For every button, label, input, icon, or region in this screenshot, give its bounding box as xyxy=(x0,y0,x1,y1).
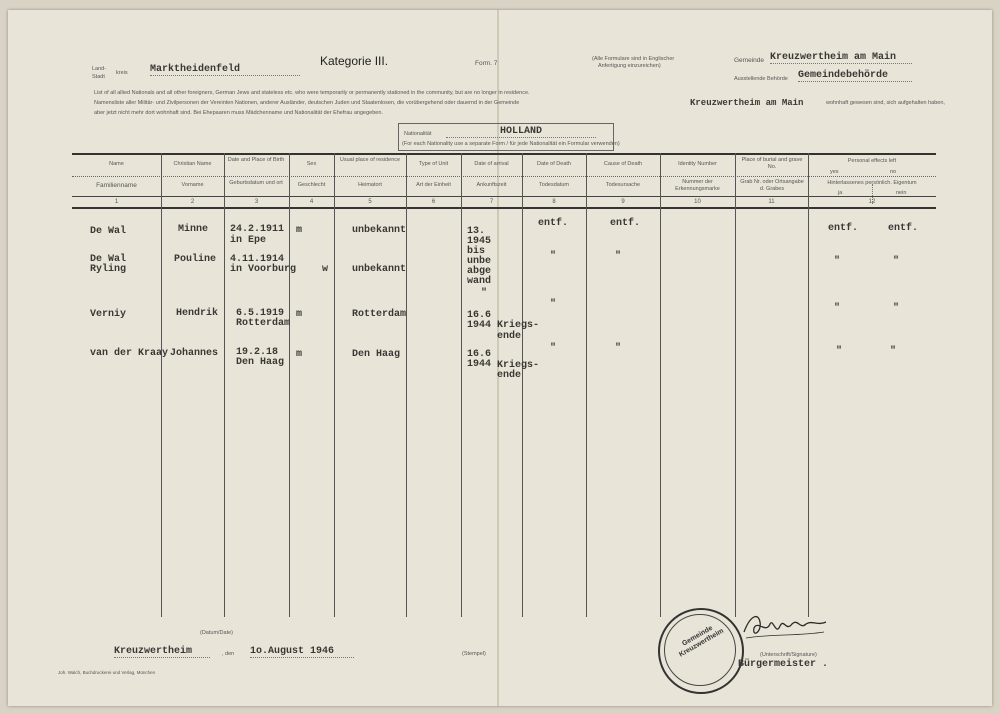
table-cell-birth-date: 19.2.18 xyxy=(236,347,279,358)
table-cell-birth-place: Den Haag xyxy=(236,357,285,368)
col-header-en-6: Type of Unit xyxy=(418,161,449,167)
col-header-de-10: Nummer der Erkennungsmarke xyxy=(675,179,720,192)
col12-yes: yes xyxy=(830,169,839,175)
table-top-border xyxy=(72,153,936,155)
col-number-10: 10 xyxy=(694,199,701,205)
col-number-7: 7 xyxy=(489,199,494,205)
col-divider-2 xyxy=(224,153,225,617)
col-number-1: 1 xyxy=(114,199,119,205)
footer-place: Kreuzwertheim xyxy=(114,646,210,658)
col-header-en-9: Cause of Death xyxy=(603,161,643,167)
table-cell-residence: Den Haag xyxy=(352,349,401,360)
col-header-en-3: Date and Place of Birth xyxy=(227,157,285,163)
datum-label: (Datum/Date) xyxy=(200,630,234,636)
table-header-bottom xyxy=(72,196,936,197)
col-number-3: 3 xyxy=(254,199,259,205)
table-cell-residence: unbekannt xyxy=(352,264,407,275)
col-divider-8 xyxy=(586,153,587,617)
col-number-4: 4 xyxy=(309,199,314,205)
table-cell-effects-no: entf. xyxy=(888,223,919,234)
table-cell-surname-2: Ryling xyxy=(90,264,127,275)
handwritten-signature xyxy=(740,610,830,645)
table-cell-firstname: Hendrik xyxy=(176,308,219,319)
gemeinde-value: Kreuzwertheim am Main xyxy=(770,52,912,64)
table-cell-arrival-3: bis xyxy=(467,246,486,257)
table-cell-arrival-2: 1944 xyxy=(467,359,492,370)
col-divider-4 xyxy=(334,153,335,617)
stadt-label: Stadt xyxy=(92,74,105,80)
table-cell-birth-place: in Epe xyxy=(230,235,267,246)
official-stamp xyxy=(658,608,744,694)
signature-label: (Unterschrift/Signature) xyxy=(760,652,817,658)
table-cell-firstname: Pouline xyxy=(174,254,217,265)
table-cell-birth-date: 4.11.1914 xyxy=(230,254,285,265)
col-header-de-12: Hinterlassenes persönlich. Eigentum xyxy=(827,180,917,186)
intro-line-2: Namensliste aller Militär- und Zivilpersonen der Vereinten Nationen, anderer Ausländer, deutschen Juden und Staatenlosen, die vorübergehend oder dauernd in der Gemeinde xyxy=(94,100,520,106)
col-number-5: 5 xyxy=(368,199,372,205)
stamp-text: Gemeinde Kreuzwertheim xyxy=(678,624,726,659)
table-cell-birth-date: 6.5.1919 xyxy=(236,308,285,319)
table-cell-arrival: 16.6 xyxy=(467,310,492,321)
col-header-en-8: Date of Death xyxy=(537,161,571,167)
table-cell-unit: Kriegs- xyxy=(497,320,540,331)
col-number-9: 9 xyxy=(621,199,625,205)
form-note-1: (Alle Formulare sind in Englischer xyxy=(592,56,675,62)
intro-line-3: aber jetzt nicht mehr dort wohnhaft sind. Bei Ehepaaren muss Mädchenname und Nationalität der Ehefrau angegeben. xyxy=(94,110,383,116)
table-cell-death: " xyxy=(550,343,557,354)
table-cell-effects-no: " xyxy=(890,346,897,357)
table-cell-cause: " xyxy=(615,343,622,354)
col-header-de-9: Todesursache xyxy=(605,182,641,188)
footer-den: , den xyxy=(222,651,235,657)
table-cell-effects-no: " xyxy=(893,256,900,267)
footer-date: 1o.August 1946 xyxy=(250,646,354,658)
kategorie-title: Kategorie III. xyxy=(320,54,389,68)
col12-nein: nein xyxy=(896,190,907,196)
gemeinde-label: Gemeinde xyxy=(734,57,764,64)
table-cell-sex: m xyxy=(296,309,303,320)
table-cell-cause: entf. xyxy=(610,218,641,229)
intro-line-1: List of all allied Nationals and all other foreigners, German Jews and stateless etc. who were temporarily or permanently stationed in the community, but are no longer in residence. xyxy=(94,90,530,96)
col-number-2: 2 xyxy=(190,199,195,205)
col-header-en-2: Christian Name xyxy=(173,161,212,167)
table-cell-arrival: 16.6 xyxy=(467,349,492,360)
col12-no: no xyxy=(890,169,897,175)
behoerde-value: Gemeindebehörde xyxy=(798,70,912,82)
col-divider-7 xyxy=(522,153,523,617)
col-header-en-5: Usual place of residence xyxy=(339,157,401,163)
printer-imprint: Joh. Walch, Buchdruckerei und Verlag, München xyxy=(58,670,156,675)
nationality-value: HOLLAND xyxy=(446,126,596,138)
intro-line-2b: wohnhaft gewesen sind, sich aufgehalten haben, xyxy=(826,100,945,106)
kreis-label: kreis xyxy=(116,70,128,76)
table-cell-arrival-2: abge xyxy=(467,266,492,277)
stempel-label: (Stempel) xyxy=(462,651,486,657)
table-cell-residence: Rotterdam xyxy=(352,309,407,320)
table-cell-sex: w xyxy=(322,264,329,275)
table-cell-surname: van der Kraay xyxy=(90,348,169,359)
form-number: Form. 7 xyxy=(475,60,498,67)
col-header-en-11: Place of burial and grave No. xyxy=(741,157,803,170)
table-cell-death: " xyxy=(550,299,557,310)
table-cell-effects-no: " xyxy=(893,303,900,314)
col-header-de-7: Ankunftszeit xyxy=(476,182,507,188)
col-header-de-6: Art der Einheit xyxy=(416,182,451,188)
table-header-divider xyxy=(72,176,936,177)
nationality-label: Nationalität xyxy=(404,131,432,137)
table-cell-birth-place: in Voorburg xyxy=(230,264,297,275)
col-header-de-4: Geschlecht xyxy=(297,182,326,188)
col-number-11: 11 xyxy=(768,199,775,205)
nationality-note: (For each Nationality use a separate Form / für jede Nationalität ein Formular verwenden) xyxy=(402,141,620,147)
kreis-value: Marktheidenfeld xyxy=(150,64,300,76)
table-cell-sex: m xyxy=(296,349,303,360)
col-number-8: 8 xyxy=(552,199,556,205)
table-cell-sex: m xyxy=(296,225,303,236)
table-cell-unit: Kriegs- xyxy=(497,360,540,371)
table-cell-arrival: 13. xyxy=(467,226,486,237)
col-header-en-1: Name xyxy=(109,161,124,167)
col-header-de-1: Familienname xyxy=(96,182,137,189)
table-cell-surname: De Wal xyxy=(90,254,127,265)
col-header-en-12: Personal effects left xyxy=(847,158,897,164)
col-header-de-11: Grab Nr. oder Ortsangabe d. Grabes xyxy=(740,179,804,192)
col-header-en-4: Sex xyxy=(306,161,317,167)
col-divider-3 xyxy=(289,153,290,617)
form-note-2: Anfertigung einzureichen) xyxy=(598,63,661,69)
signature-title: Bürgermeister . xyxy=(738,659,829,670)
table-cell-effects-yes: " xyxy=(834,256,841,267)
col12-ja: ja xyxy=(838,190,843,196)
col-header-de-5: Heimatort xyxy=(358,182,382,188)
table-cell-firstname: Minne xyxy=(178,224,209,235)
col-divider-5 xyxy=(406,153,407,617)
col-header-en-10: Identity Number xyxy=(678,161,717,167)
table-cell-effects-yes: " xyxy=(836,346,843,357)
col-divider-6 xyxy=(461,153,462,617)
col-header-de-2: Vorname xyxy=(181,182,204,188)
table-cell-unit-2: ende xyxy=(497,331,522,342)
table-cell-surname: Verniy xyxy=(90,309,127,320)
table-cell-residence: unbekannt xyxy=(352,225,407,236)
table-cell-birth-date: 24.2.1911 xyxy=(230,224,285,235)
table-cell-effects-yes: entf. xyxy=(828,223,859,234)
col-divider-10 xyxy=(735,153,736,617)
table-cell-surname: De Wal xyxy=(90,226,127,237)
intro-community: Kreuzwertheim am Main xyxy=(690,98,804,108)
col-header-de-8: Todesdatum xyxy=(539,182,569,188)
table-cell-unit-2: ende xyxy=(497,370,522,381)
table-cell-firstname: Johannes xyxy=(170,348,219,359)
col-header-en-7: Date of arrival xyxy=(474,161,509,167)
col-divider-1 xyxy=(161,153,162,617)
table-cell-death: " xyxy=(550,251,557,262)
table-body-top xyxy=(72,207,936,209)
col-header-de-3: Geburtsdatum und ort xyxy=(229,180,283,186)
land-label: Land- xyxy=(92,66,107,72)
col-number-12: 12 xyxy=(868,199,876,205)
table-cell-effects-yes: " xyxy=(834,303,841,314)
table-cell-birth-place: Rotterdam xyxy=(236,318,291,329)
table-cell-arrival: unbe xyxy=(467,256,492,267)
behoerde-label: Ausstellende Behörde xyxy=(734,76,788,82)
table-cell-arrival-3: wand xyxy=(467,276,492,287)
col-divider-11 xyxy=(808,153,809,617)
col-divider-9 xyxy=(660,153,661,617)
page-fold xyxy=(497,10,499,706)
col-number-6: 6 xyxy=(431,199,436,205)
table-cell-arrival-2: 1945 xyxy=(467,236,492,247)
table-cell-arrival-2: 1944 xyxy=(467,320,492,331)
table-cell-arrival-4: " xyxy=(481,288,488,299)
table-cell-cause: " xyxy=(615,251,622,262)
table-cell-death: entf. xyxy=(538,218,569,229)
